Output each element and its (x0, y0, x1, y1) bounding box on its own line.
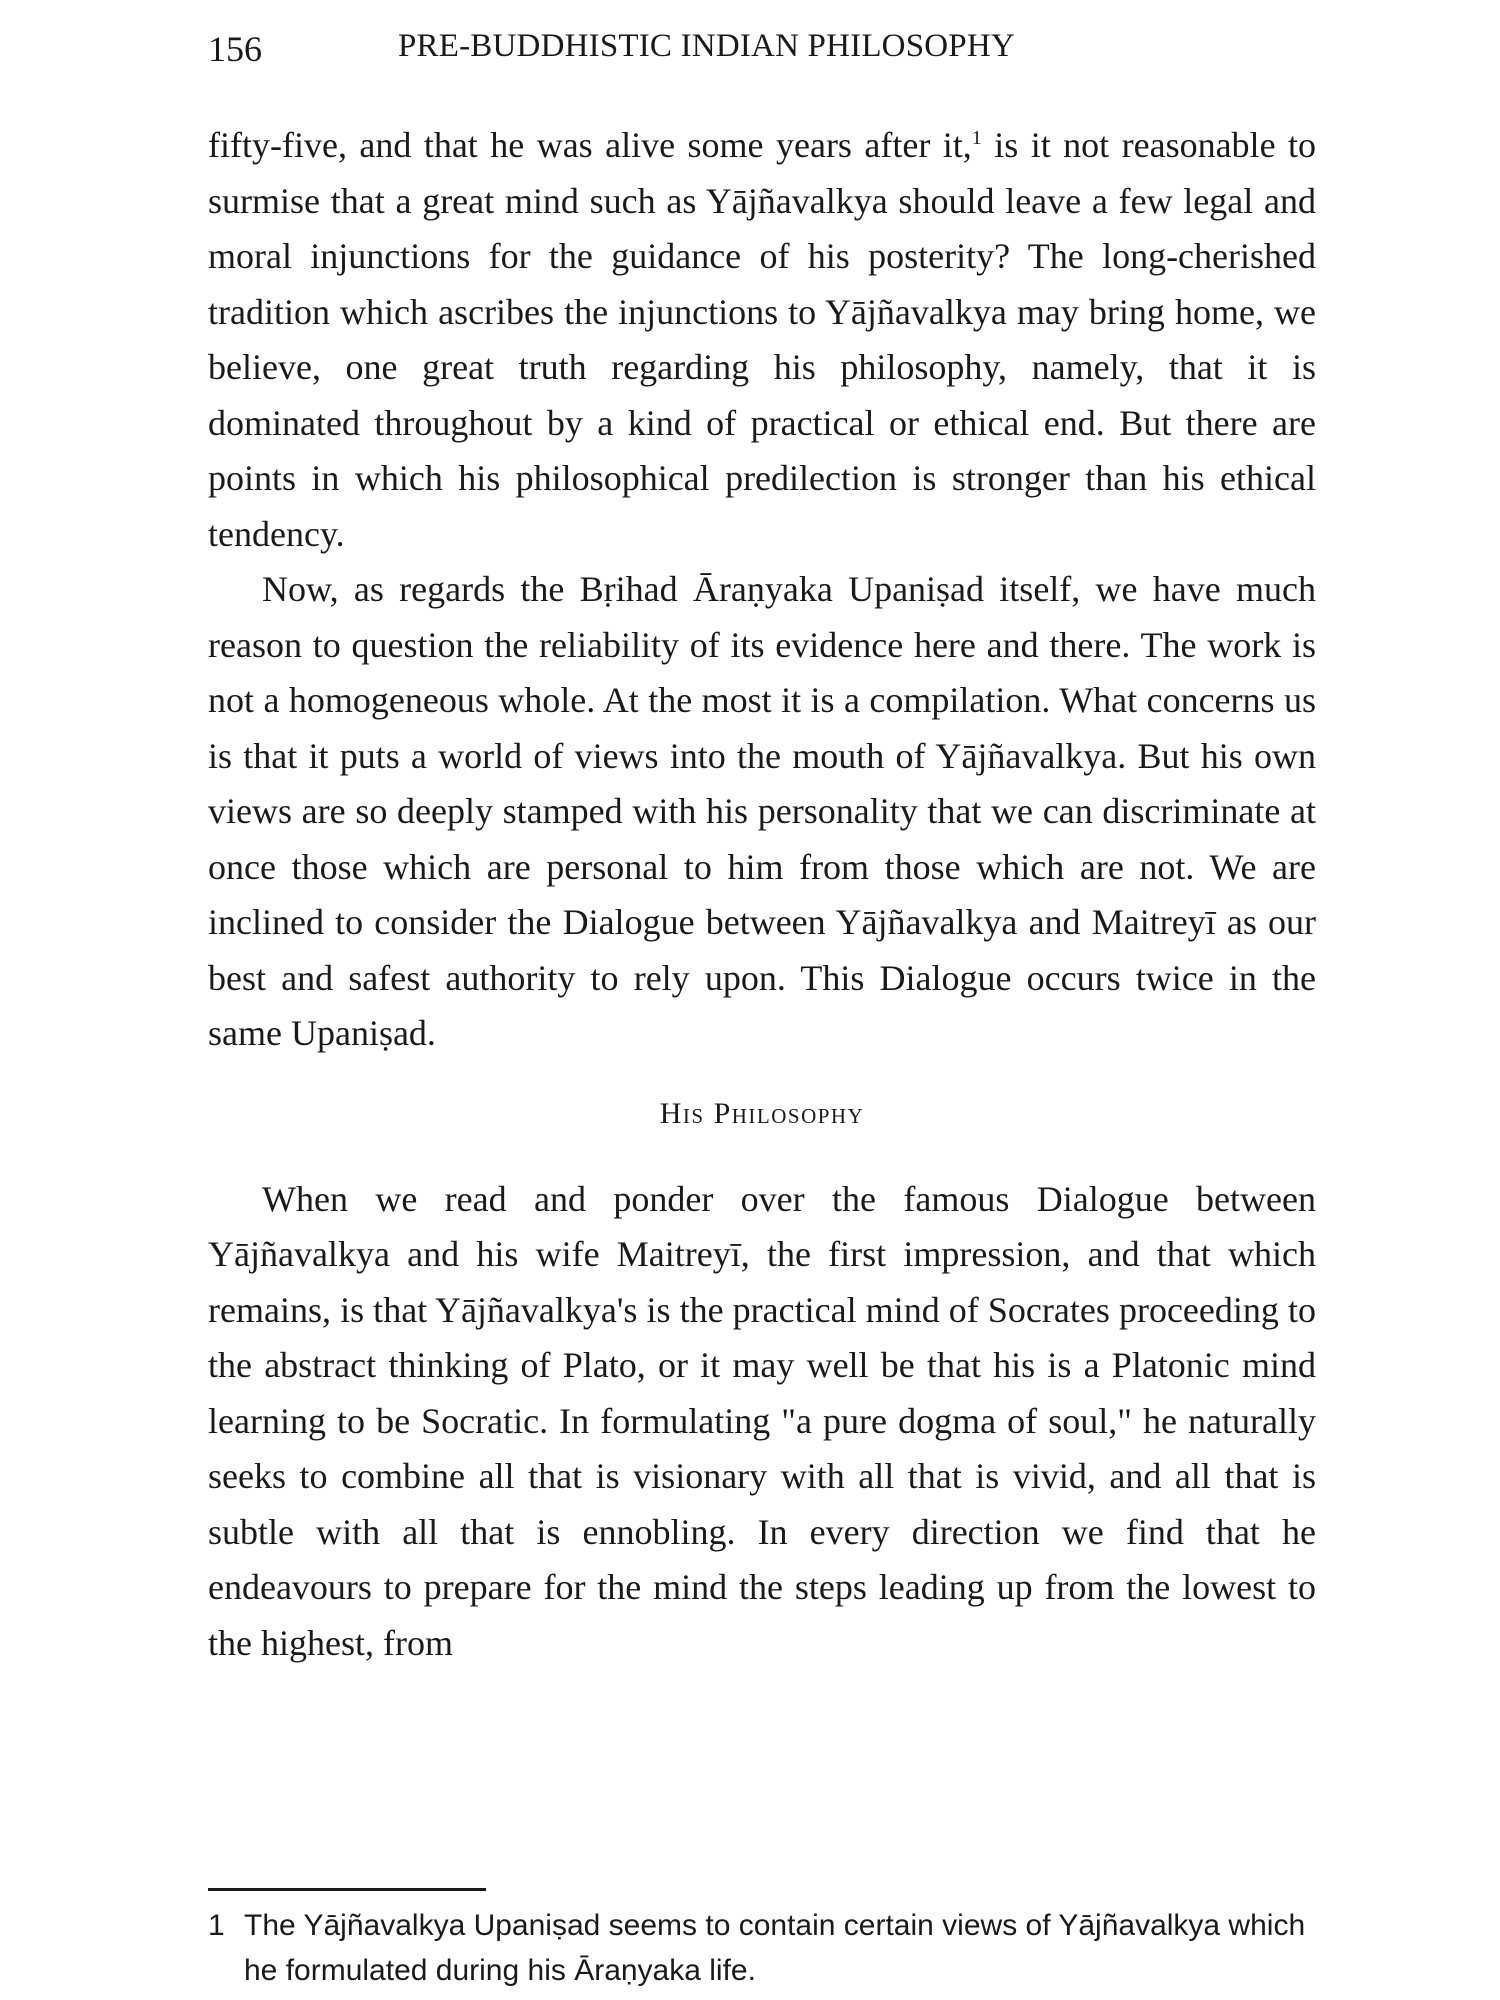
paragraph-3: When we read and ponder over the famous Dialogue between Yājñavalkya and his wife Maitreyī, the first impression, and that which remains, is that Yājñavalkya's is the practical mind of Socrates proceeding to the abstract thinking of Plato, or it may well be that his is a Platonic mind learning to be Socratic. In formulating "a pure dogma of soul," he naturally seeks to combine all that is visionary with all that is vivid, and all that is subtle with all that is ennobling. In every direction we find that he endeavours to prepare for the mind the steps leading up from the lowest to the highest, from (208, 1178, 1316, 1663)
body-text (208, 118, 1316, 1671)
paragraph-continued (208, 118, 1316, 562)
footnote-divider (208, 1888, 486, 1891)
footnote-reference: 1 (971, 127, 982, 149)
paragraph-2: Now, as regards the Bṛihad Āraṇyaka Upaniṣad itself, we have much reason to question the reliability of its evidence here and there. The work is not a homogeneous whole. At the most it is a compilation. What concerns us is that it puts a world of views into the mouth of Yājñavalkya. But his own views are so deeply stamped with his personality that we can discriminate at once those which are personal to him from those which are not. We are inclined to consider the Dialogue between Yājñavalkya and Maitreyī as our best and safest authority to rely upon. This Dialogue occurs twice in the same Upaniṣad. (208, 569, 1316, 1053)
book-page (208, 0, 1316, 2000)
page-number: 156 (208, 29, 262, 69)
running-title: PRE-BUDDHISTIC INDIAN PHILOSOPHY (398, 28, 1015, 64)
section-heading: His Philosophy (659, 1096, 865, 1130)
paragraph-1-text-before-note: fifty-five, and that he was alive some years after it, (208, 125, 972, 165)
running-header (208, 22, 1316, 72)
footnote-number: 1 (208, 1909, 225, 1942)
footnote-text: The Yājñavalkya Upaniṣad seems to contain certain views of Yājñavalkya which he formulated during his Āraṇyaka life. (244, 1909, 1306, 1987)
paragraph-1-text-after-note: is it not reasonable to surmise that a great mind such as Yājñavalkya should leave a few legal and moral injunctions for the guidance of his posterity? The long-cherished tradition which ascribes the injunctions to Yājñavalkya may bring home, we believe, one great truth regarding his philosophy, namely, that it is dominated throughout by a kind of practical or ethical end. But there are points in which his philosophical predilection is stronger than his ethical tendency. (208, 125, 1316, 554)
footnote (208, 1903, 1316, 1993)
